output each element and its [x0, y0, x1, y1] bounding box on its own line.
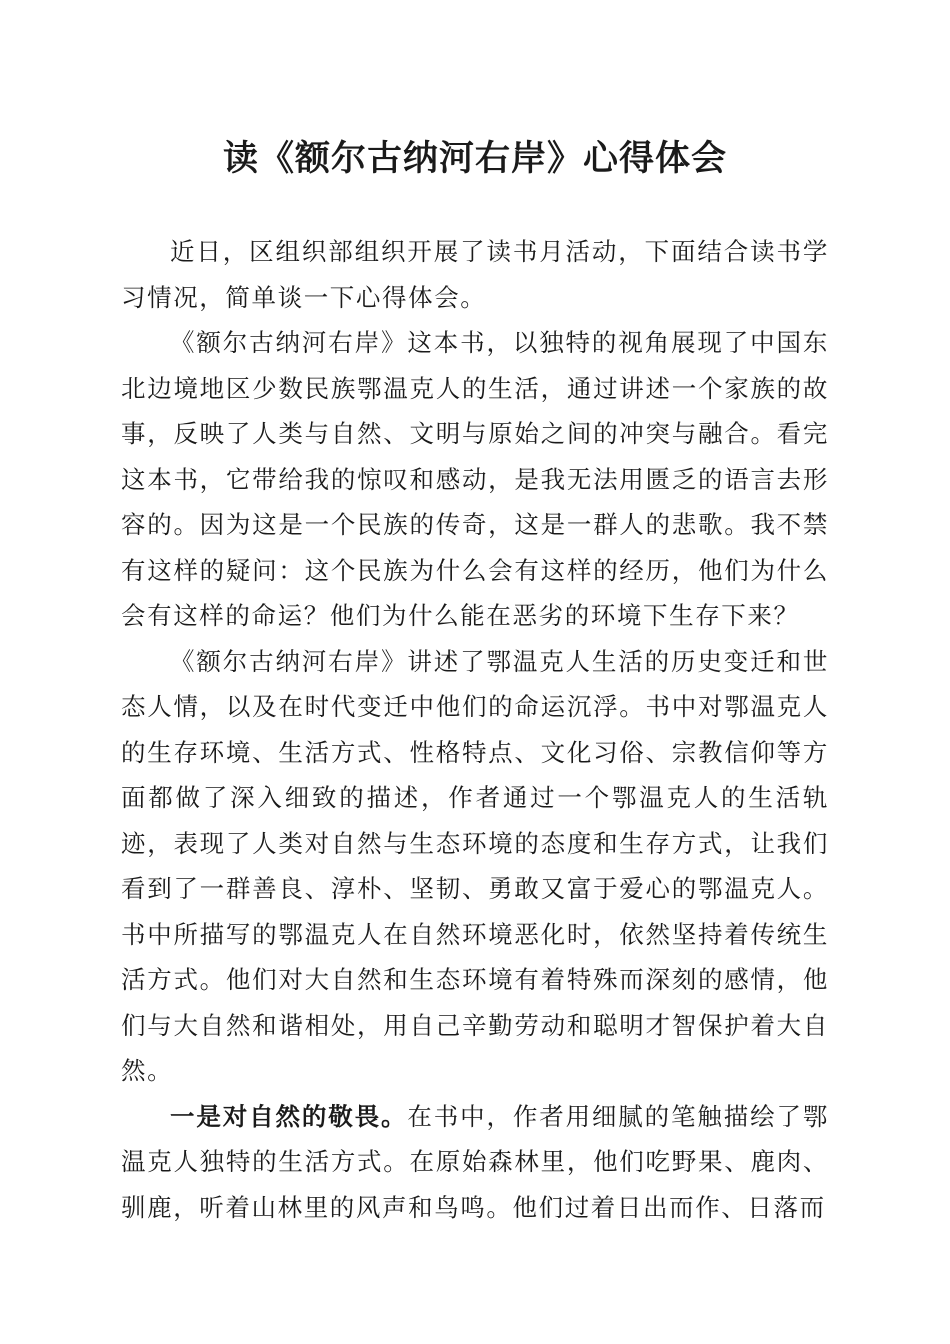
paragraph-text: 《额尔古纳河右岸》这本书，以独特的视角展现了中国东北边境地区少数民族鄂温克人的生活，通过讲述一个家族的故事，反映了人类与自然、文明与原始之间的冲突与融合。看完这本书，它带给我的惊叹和感动，是我无法用匮乏的语言去形容的。因为这是一个民族的传奇，这是一群人的悲歌。我不禁有这样的疑问：这个民族为什么会有这样的经历，他们为什么会有这样的命运？他们为什么能在恶劣的环境下生存下来？: [121, 328, 829, 630]
paragraph-text: 在书中，作者用细腻的笔触描绘了鄂温克人独特的生活方式。在原始森林里，他们吃野果、鹿肉、驯鹿，听着山林里的风声和鸟鸣。他们过着日出而作、日落而: [121, 1101, 829, 1222]
paragraph-text: 近日，区组织部组织开展了读书月活动，下面结合读书学习情况，简单谈一下心得体会。: [121, 237, 829, 312]
document-body: [121, 229, 829, 1230]
paragraph-lead-heading: 一是对自然的敬畏。: [170, 1101, 408, 1131]
paragraph-reverence-for-nature: [121, 1094, 829, 1231]
paragraph-text: 《额尔古纳河右岸》讲述了鄂温克人生活的历史变迁和世态人情，以及在时代变迁中他们的命运沉浮。书中对鄂温克人的生存环境、生活方式、性格特点、文化习俗、宗教信仰等方面都做了深入细致的描述，作者通过一个鄂温克人的生活轨迹，表现了人类对自然与生态环境的态度和生存方式，让我们看到了一群善良、淳朴、坚韧、勇敢又富于爱心的鄂温克人。书中所描写的鄂温克人在自然环境恶化时，依然坚持着传统生活方式。他们对大自然和生态环境有着特殊而深刻的感情，他们与大自然和谐相处，用自己辛勤劳动和聪明才智保护着大自然。: [121, 646, 829, 1085]
paragraph-book-content: [121, 639, 829, 1094]
paragraph-intro: [121, 229, 829, 320]
document-title: 读《额尔古纳河右岸》心得体会: [222, 138, 727, 179]
paragraph-book-overview: [121, 320, 829, 639]
